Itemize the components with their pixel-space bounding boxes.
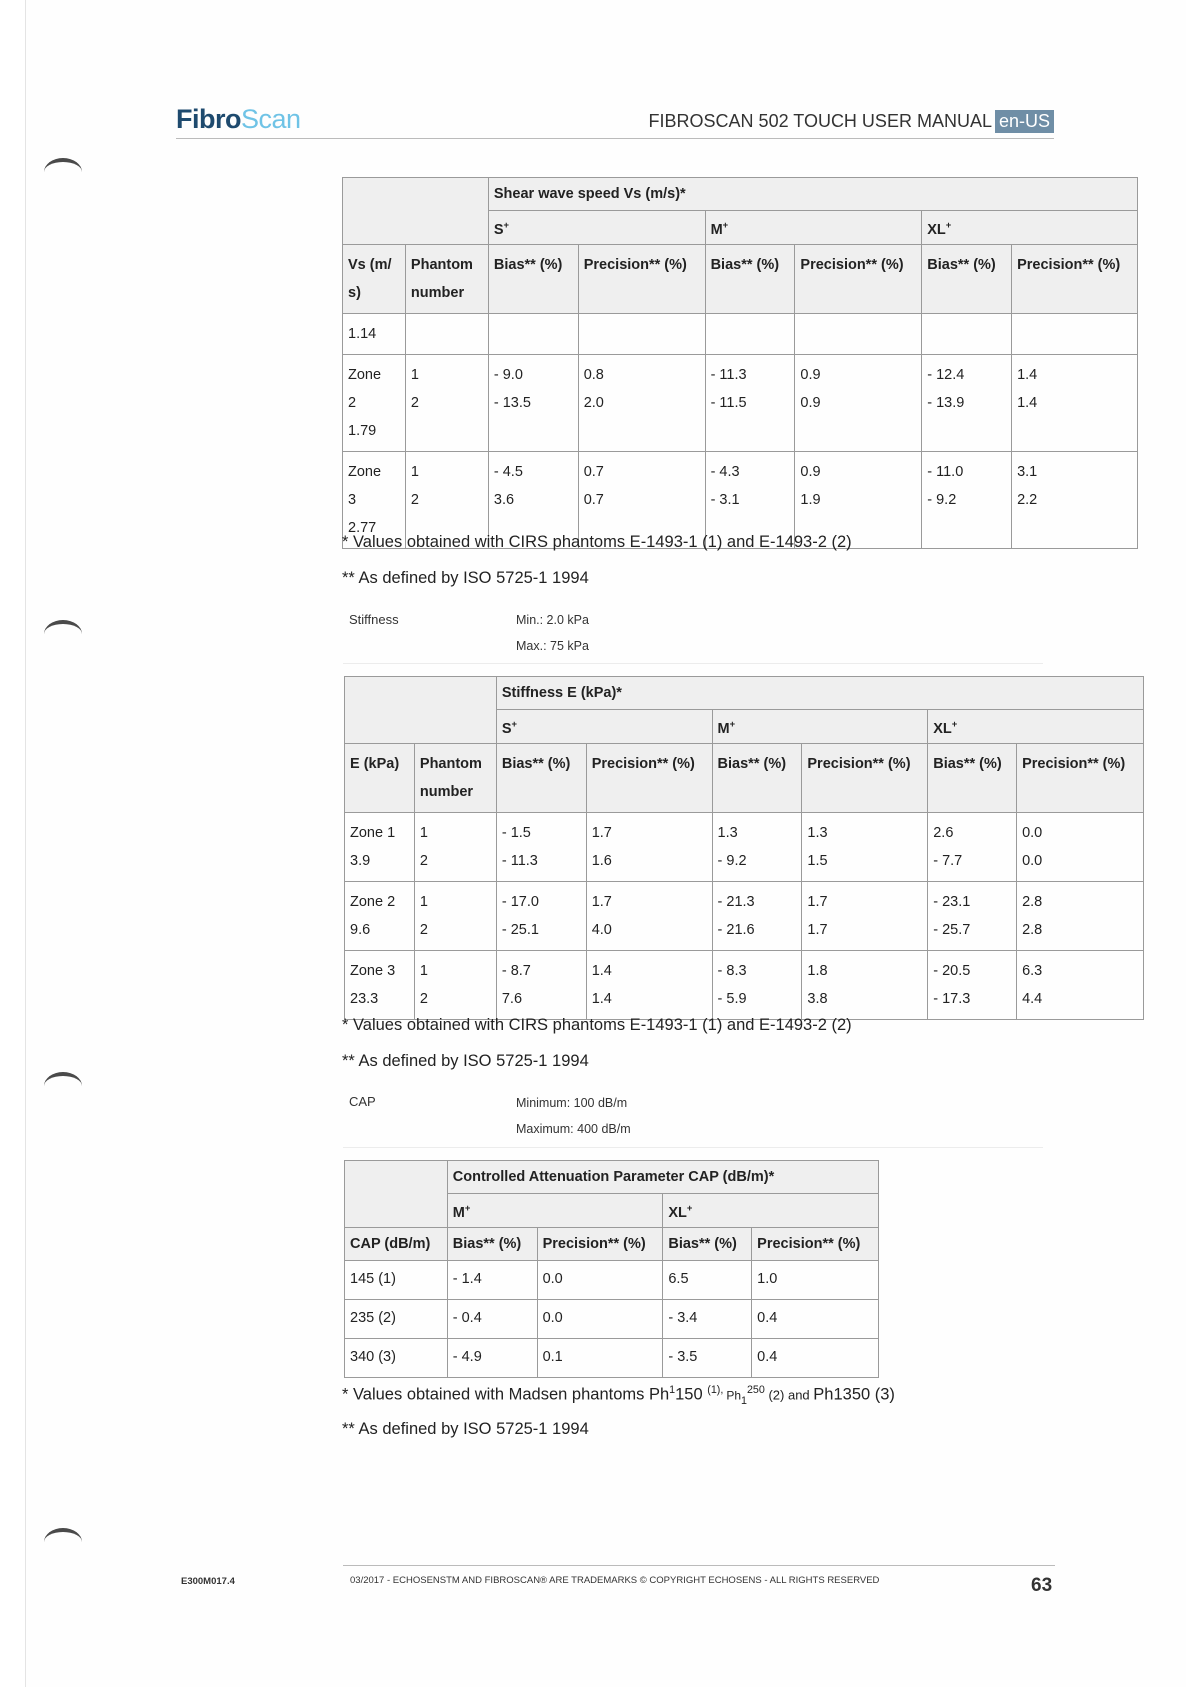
probe-header-xl: XL+ (928, 710, 1144, 744)
language-badge: en-US (995, 110, 1054, 133)
stiffness-table (344, 676, 1144, 1020)
table-row: 340 (3) - 4.9 0.1 - 3.5 0.4 (345, 1338, 879, 1377)
spec-label: CAP (349, 1094, 376, 1109)
table-row: Zone 3 23.3 1 2 - 8.7 7.6 1.4 1.4 - 8.3 - 5.9 1.8 3.8 - 20.5 - 17.3 6.3 4.4 (345, 950, 1144, 1019)
probe-header-s: S+ (496, 710, 712, 744)
column-header-phantom: Phantom number (405, 244, 488, 313)
table-row: Zone 2 1.79 1 2 - 9.0 - 13.5 0.8 2.0 - 11.3 - 11.5 0.9 0.9 - 12.4 - 13.9 1.4 1.4 (343, 354, 1138, 451)
cap-table (344, 1160, 879, 1378)
table-row: Zone 3 2.77 1 2 - 4.5 3.6 0.7 0.7 - 4.3 - 3.1 0.9 1.9 - 11.0 - 9.2 3.1 2.2 (343, 451, 1138, 548)
document-code: E300M017.4 (181, 1576, 235, 1587)
punch-hole (44, 1072, 82, 1100)
footnote: ** As defined by ISO 5725-1 1994 (342, 569, 589, 587)
column-header-precision: Precision** (%) (537, 1227, 663, 1260)
copyright-text: 03/2017 - ECHOSENSTM AND FIBROSCAN® ARE TRADEMARKS © COPYRIGHT ECHOSENS - ALL RIGHTS RESERVED (350, 1575, 880, 1586)
table-title: Shear wave speed Vs (m/s)* (488, 178, 1137, 211)
column-header-bias: Bias** (%) (705, 244, 795, 313)
table-title: Controlled Attenuation Parameter CAP (dB/m)* (447, 1161, 878, 1194)
page-number: 63 (1031, 1575, 1053, 1596)
probe-header-s: S+ (488, 211, 705, 245)
divider (343, 663, 1043, 664)
column-header-vs: Vs (m/ s) (343, 244, 406, 313)
column-header-bias: Bias** (%) (447, 1227, 537, 1260)
column-header-bias: Bias** (%) (928, 743, 1017, 812)
spec-values: Minimum: 100 dB/m Maximum: 400 dB/m (516, 1096, 631, 1136)
shear-wave-speed-table (342, 177, 1138, 549)
probe-header-m: M+ (447, 1194, 663, 1228)
table-title: Stiffness E (kPa)* (496, 677, 1143, 710)
column-header-bias: Bias** (%) (488, 244, 578, 313)
column-header-precision: Precision** (%) (586, 743, 712, 812)
column-header-e: E (kPa) (345, 743, 415, 812)
footnote: * Values obtained with Madsen phantoms Ph$^1$150 $^{(1),}$ $Ph_1^{250}$ (2) and Ph1350 (3) (342, 1384, 895, 1407)
column-header-bias: Bias** (%) (712, 743, 802, 812)
column-header-precision: Precision** (%) (802, 743, 928, 812)
page-header (176, 100, 1054, 139)
column-header-precision: Precision** (%) (795, 244, 922, 313)
table-row: 145 (1) - 1.4 0.0 6.5 1.0 (345, 1260, 879, 1299)
footnote: * Values obtained with CIRS phantoms E-1493-1 (1) and E-1493-2 (2) (342, 1016, 852, 1034)
column-header-phantom: Phantom number (414, 743, 496, 812)
punch-hole (44, 620, 82, 648)
footer-divider (343, 1565, 1055, 1566)
column-header-cap: CAP (dB/m) (345, 1227, 448, 1260)
column-header-precision: Precision** (%) (578, 244, 705, 313)
column-header-precision: Precision** (%) (1017, 743, 1144, 812)
footnote: * Values obtained with CIRS phantoms E-1493-1 (1) and E-1493-2 (2) (342, 533, 852, 551)
divider (343, 1147, 1043, 1148)
punch-hole (44, 158, 82, 186)
footnote: ** As defined by ISO 5725-1 1994 (342, 1052, 589, 1070)
column-header-precision: Precision** (%) (752, 1227, 879, 1260)
probe-header-m: M+ (705, 211, 922, 245)
spec-label: Stiffness (349, 612, 399, 627)
column-header-bias: Bias** (%) (663, 1227, 752, 1260)
probe-header-xl: XL+ (922, 211, 1138, 245)
probe-header-m: M+ (712, 710, 928, 744)
table-row: 1.14 (343, 313, 1138, 354)
spec-values: Min.: 2.0 kPa Max.: 75 kPa (516, 613, 589, 653)
column-header-precision: Precision** (%) (1012, 244, 1138, 313)
column-header-bias: Bias** (%) (922, 244, 1012, 313)
table-row: 235 (2) - 0.4 0.0 - 3.4 0.4 (345, 1299, 879, 1338)
punch-hole (44, 1528, 82, 1556)
fibroscan-logo: FibroScan (176, 104, 301, 134)
table-row: Zone 2 9.6 1 2 - 17.0 - 25.1 1.7 4.0 - 21.3 - 21.6 1.7 1.7 - 23.1 - 25.7 2.8 2.8 (345, 881, 1144, 950)
footnote: ** As defined by ISO 5725-1 1994 (342, 1420, 589, 1438)
manual-title: FIBROSCAN 502 TOUCH USER MANUAL en-US (649, 110, 1054, 133)
column-header-bias: Bias** (%) (496, 743, 586, 812)
table-row: Zone 1 3.9 1 2 - 1.5 - 11.3 1.7 1.6 1.3 - 9.2 1.3 1.5 2.6 - 7.7 0.0 0.0 (345, 812, 1144, 881)
probe-header-xl: XL+ (663, 1194, 879, 1228)
